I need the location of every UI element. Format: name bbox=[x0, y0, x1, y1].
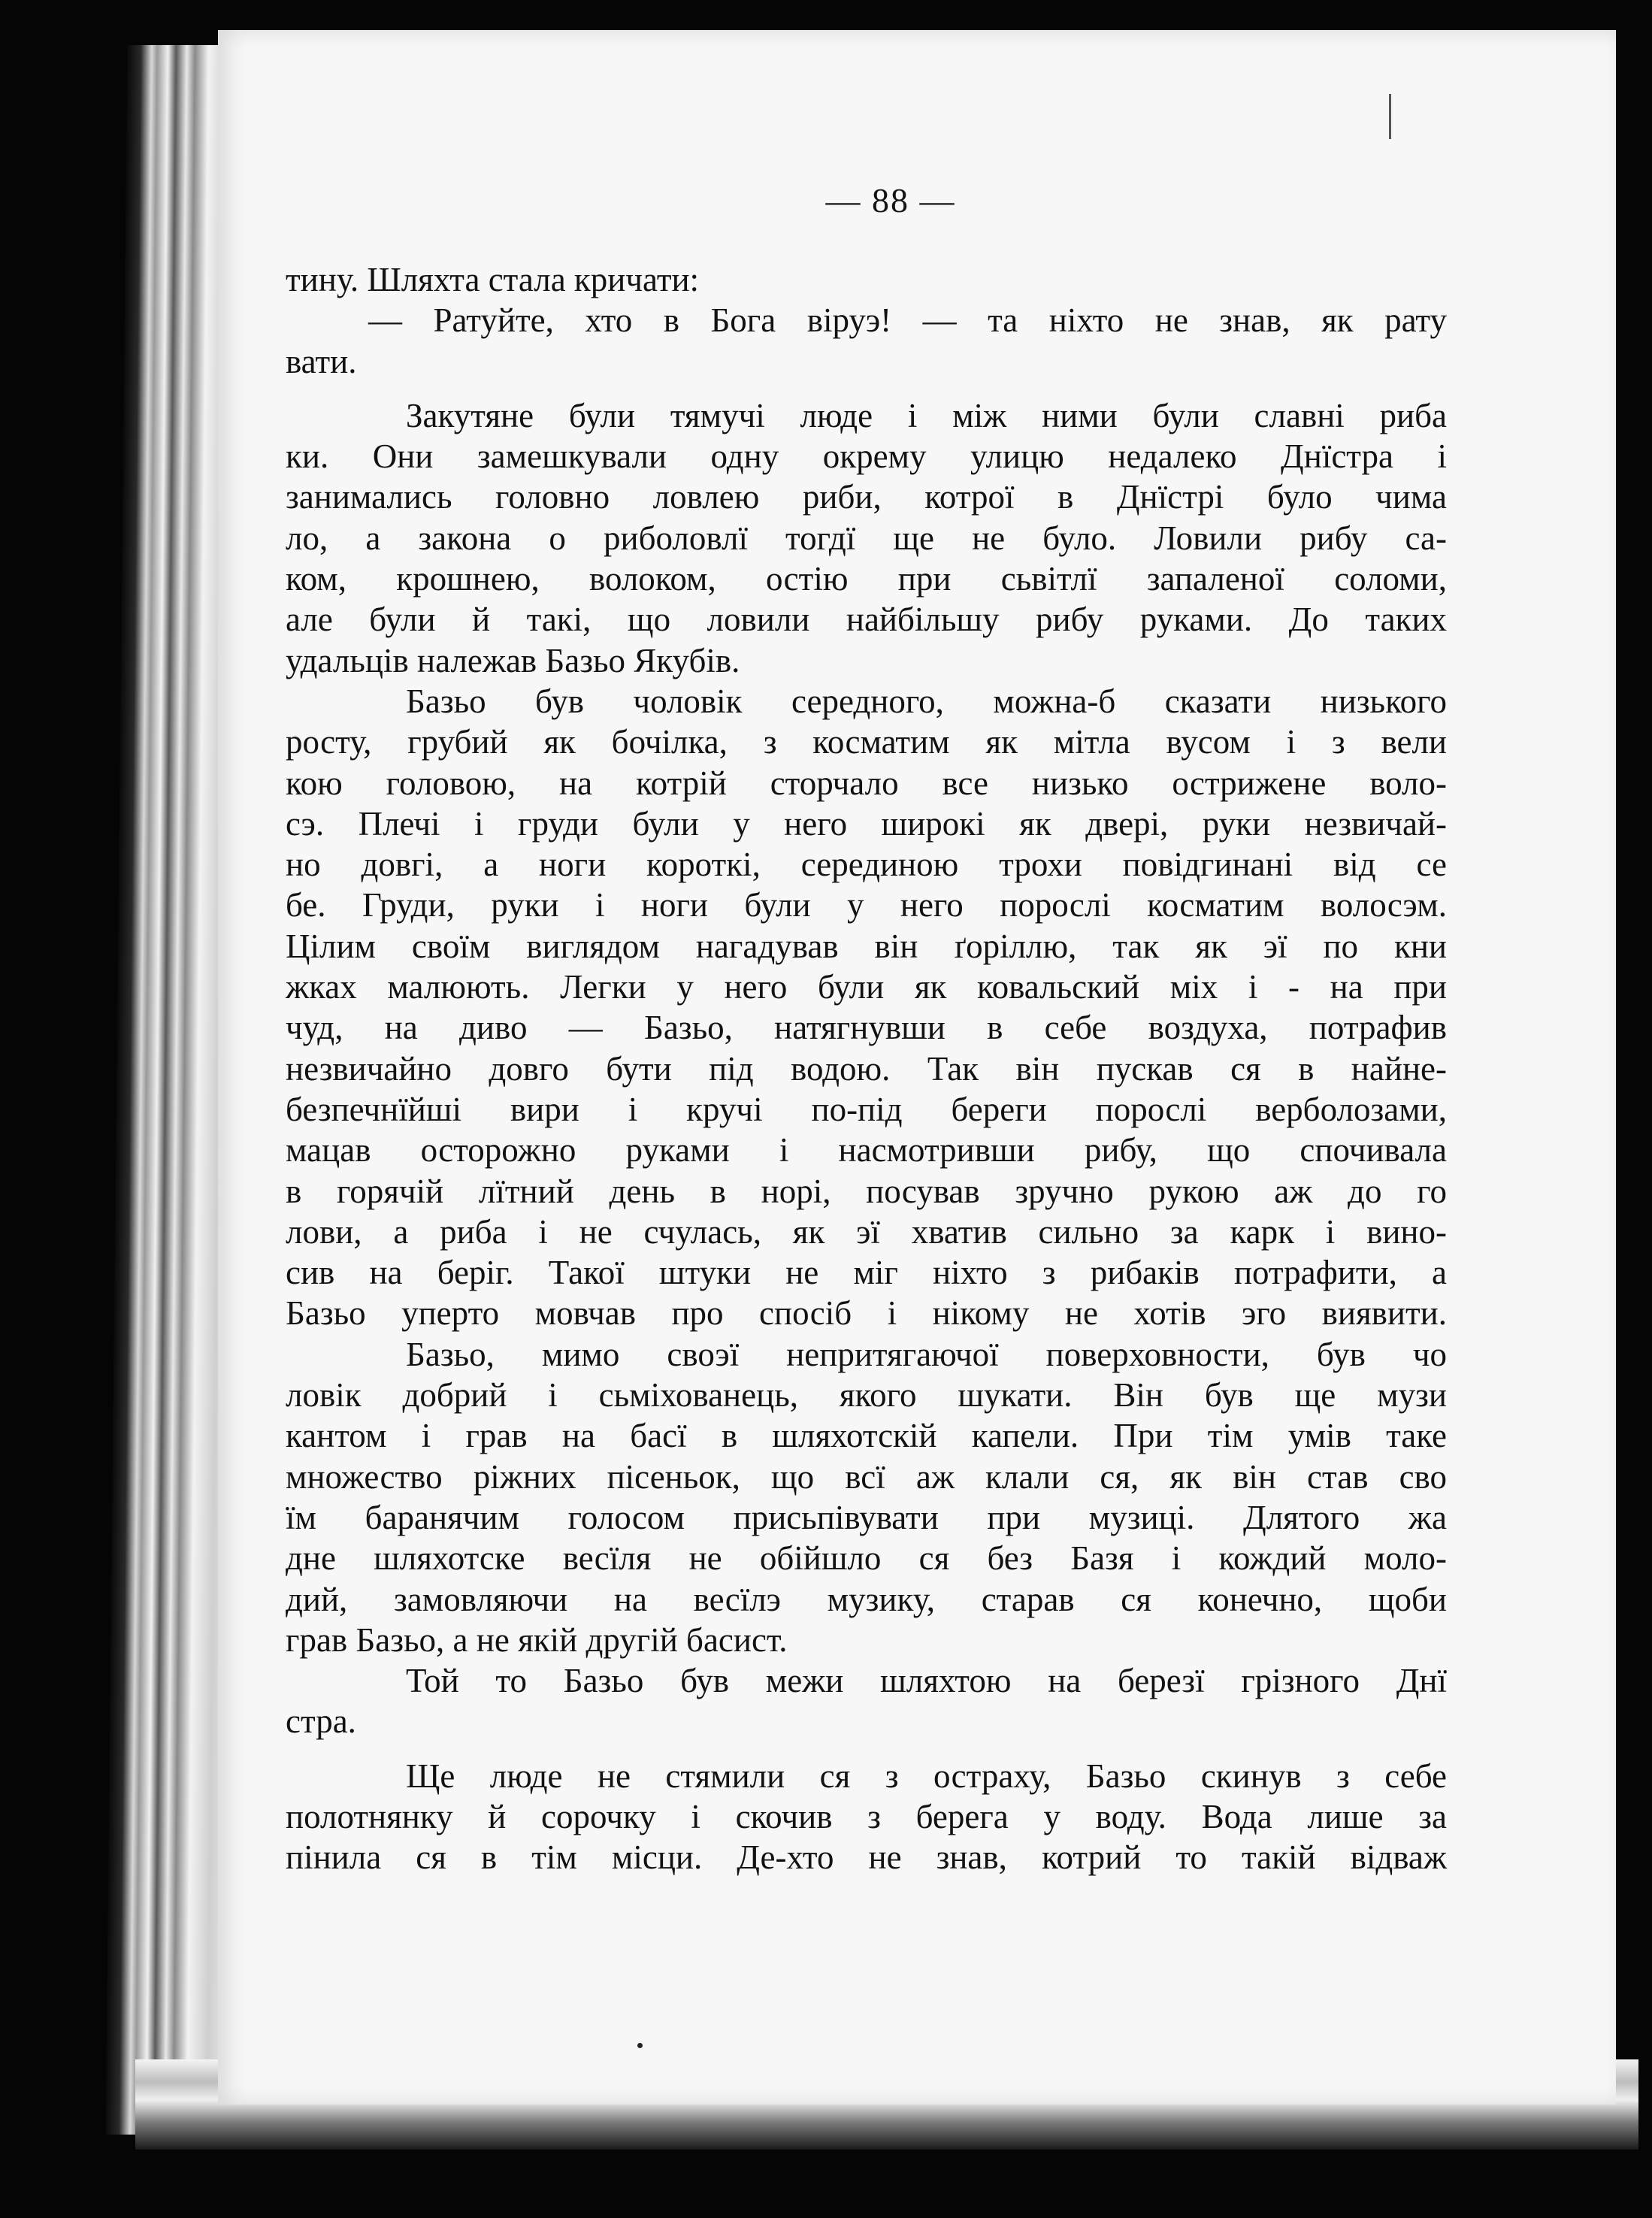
text-line: чуд, на диво — Базьо, натягнувши в себе воздуха, потрафив bbox=[286, 1009, 1447, 1047]
page-text bbox=[286, 259, 1447, 1878]
text-line: тину. Шляхта стала кричати: bbox=[286, 261, 700, 298]
text-line: незвичайно довго бути під водою. Так він пускав ся в найне- bbox=[286, 1049, 1447, 1088]
text-line: жках малюють. Легки у него були як ковальский міх і - на при bbox=[286, 968, 1447, 1006]
text-line: кою головою, на котрій сторчало все низько острижене воло- bbox=[286, 764, 1447, 802]
text-line: але були й такі, що ловили найбільшу рибу руками. До таких bbox=[286, 601, 1447, 639]
text-line: Ще люде не стямили ся з остраху, Базьо скинув з себе bbox=[406, 1757, 1447, 1795]
text-line: ло, а закона о риболовлї тогдї ще не було. Ловили рибу са- bbox=[286, 519, 1447, 557]
scan-speck bbox=[1389, 94, 1391, 139]
text-line: дий, замовляючи на весїлэ музику, старав ся конечно, щоби bbox=[286, 1580, 1447, 1618]
text-line: росту, грубий як бочілка, з косматим як мітла вусом і з вели bbox=[286, 723, 1447, 761]
text-line: в горячій лїтний день в норі, посував зручно рукою аж до го bbox=[286, 1172, 1447, 1210]
text-line: Закутяне були тямучі люде і між ними були славні риба bbox=[406, 396, 1447, 434]
text-line: грав Базьо, а не якій другій басист. bbox=[286, 1620, 788, 1659]
text-line: множество ріжних пісеньок, що всї аж клали ся, як він став сво bbox=[286, 1457, 1447, 1496]
text-line: Базьо, мимо своэї непритягаючої поверховности, був чо bbox=[406, 1335, 1447, 1373]
text-line: но довгі, а ноги короткі, серединою трохи повідгинані від се bbox=[286, 846, 1447, 884]
text-line: безпечнїйші вири і кручі по-під береги порослі верболозами, bbox=[286, 1090, 1447, 1128]
page-number: — 88 — bbox=[825, 181, 956, 219]
text-line: удальців належав Базьо Якубів. bbox=[286, 641, 740, 679]
text-line: вати. bbox=[286, 342, 357, 380]
text-line: дне шляхотске весїля не обійшло ся без Базя і кождий моло- bbox=[286, 1539, 1447, 1578]
text-line: кантом і грав на басї в шляхотскій капели. При тім умів таке bbox=[286, 1417, 1447, 1455]
text-line: полотнянку й сорочку і скочив з берега у воду. Вода лише за bbox=[286, 1797, 1447, 1835]
text-line: ловік добрий і сьміхованець, якого шукати. Він був ще музи bbox=[286, 1376, 1447, 1415]
text-line: Базьо був чоловік середного, можна-б сказати низького bbox=[406, 682, 1447, 720]
text-line: ком, крошнею, волоком, остію при сьвітлї запаленої соломи, bbox=[286, 560, 1447, 598]
text-line: сив на беріг. Такої штуки не міг ніхто з рибаків потрафити, а bbox=[286, 1254, 1447, 1292]
text-line: Той то Базьо був межи шляхтою на березї грізного Днї bbox=[406, 1662, 1447, 1700]
text-line: сэ. Плечі і груди були у него широкі як двері, руки незвичай- bbox=[286, 804, 1447, 843]
text-line: бе. Груди, руки і ноги були у него порослі косматим волосэм. bbox=[286, 886, 1447, 924]
text-line: пінила ся в тім місци. Де-хто не знав, котрий то такій відваж bbox=[286, 1838, 1447, 1877]
text-line: Базьо уперто мовчав про спосіб і нікому не хотів эго виявити. bbox=[286, 1294, 1447, 1333]
text-line: ки. Они замешкували одну окрему улицю недалеко Днїстра і bbox=[286, 437, 1447, 476]
text-line: їм баранячим голосом присьпівувати при музиці. Длятого жа bbox=[286, 1498, 1447, 1536]
text-line: стра. bbox=[286, 1702, 356, 1741]
text-line: Цілим своїм виглядом нагадував він ґоріллю, так як эї по кни bbox=[286, 927, 1447, 965]
text-line: занимались головно ловлею риби, котрої в Днїстрі було чима bbox=[286, 478, 1447, 516]
text-line: — Ратуйте, хто в Бога віруэ! — та ніхто не знав, як рату bbox=[368, 301, 1447, 340]
text-line: лови, а риба і не счулась, як эї хватив сильно за карк і вино- bbox=[286, 1212, 1447, 1251]
scan-speck bbox=[637, 2043, 643, 2048]
text-line: мацав осторожно руками і насмотривши рибу, що спочивала bbox=[286, 1131, 1447, 1170]
